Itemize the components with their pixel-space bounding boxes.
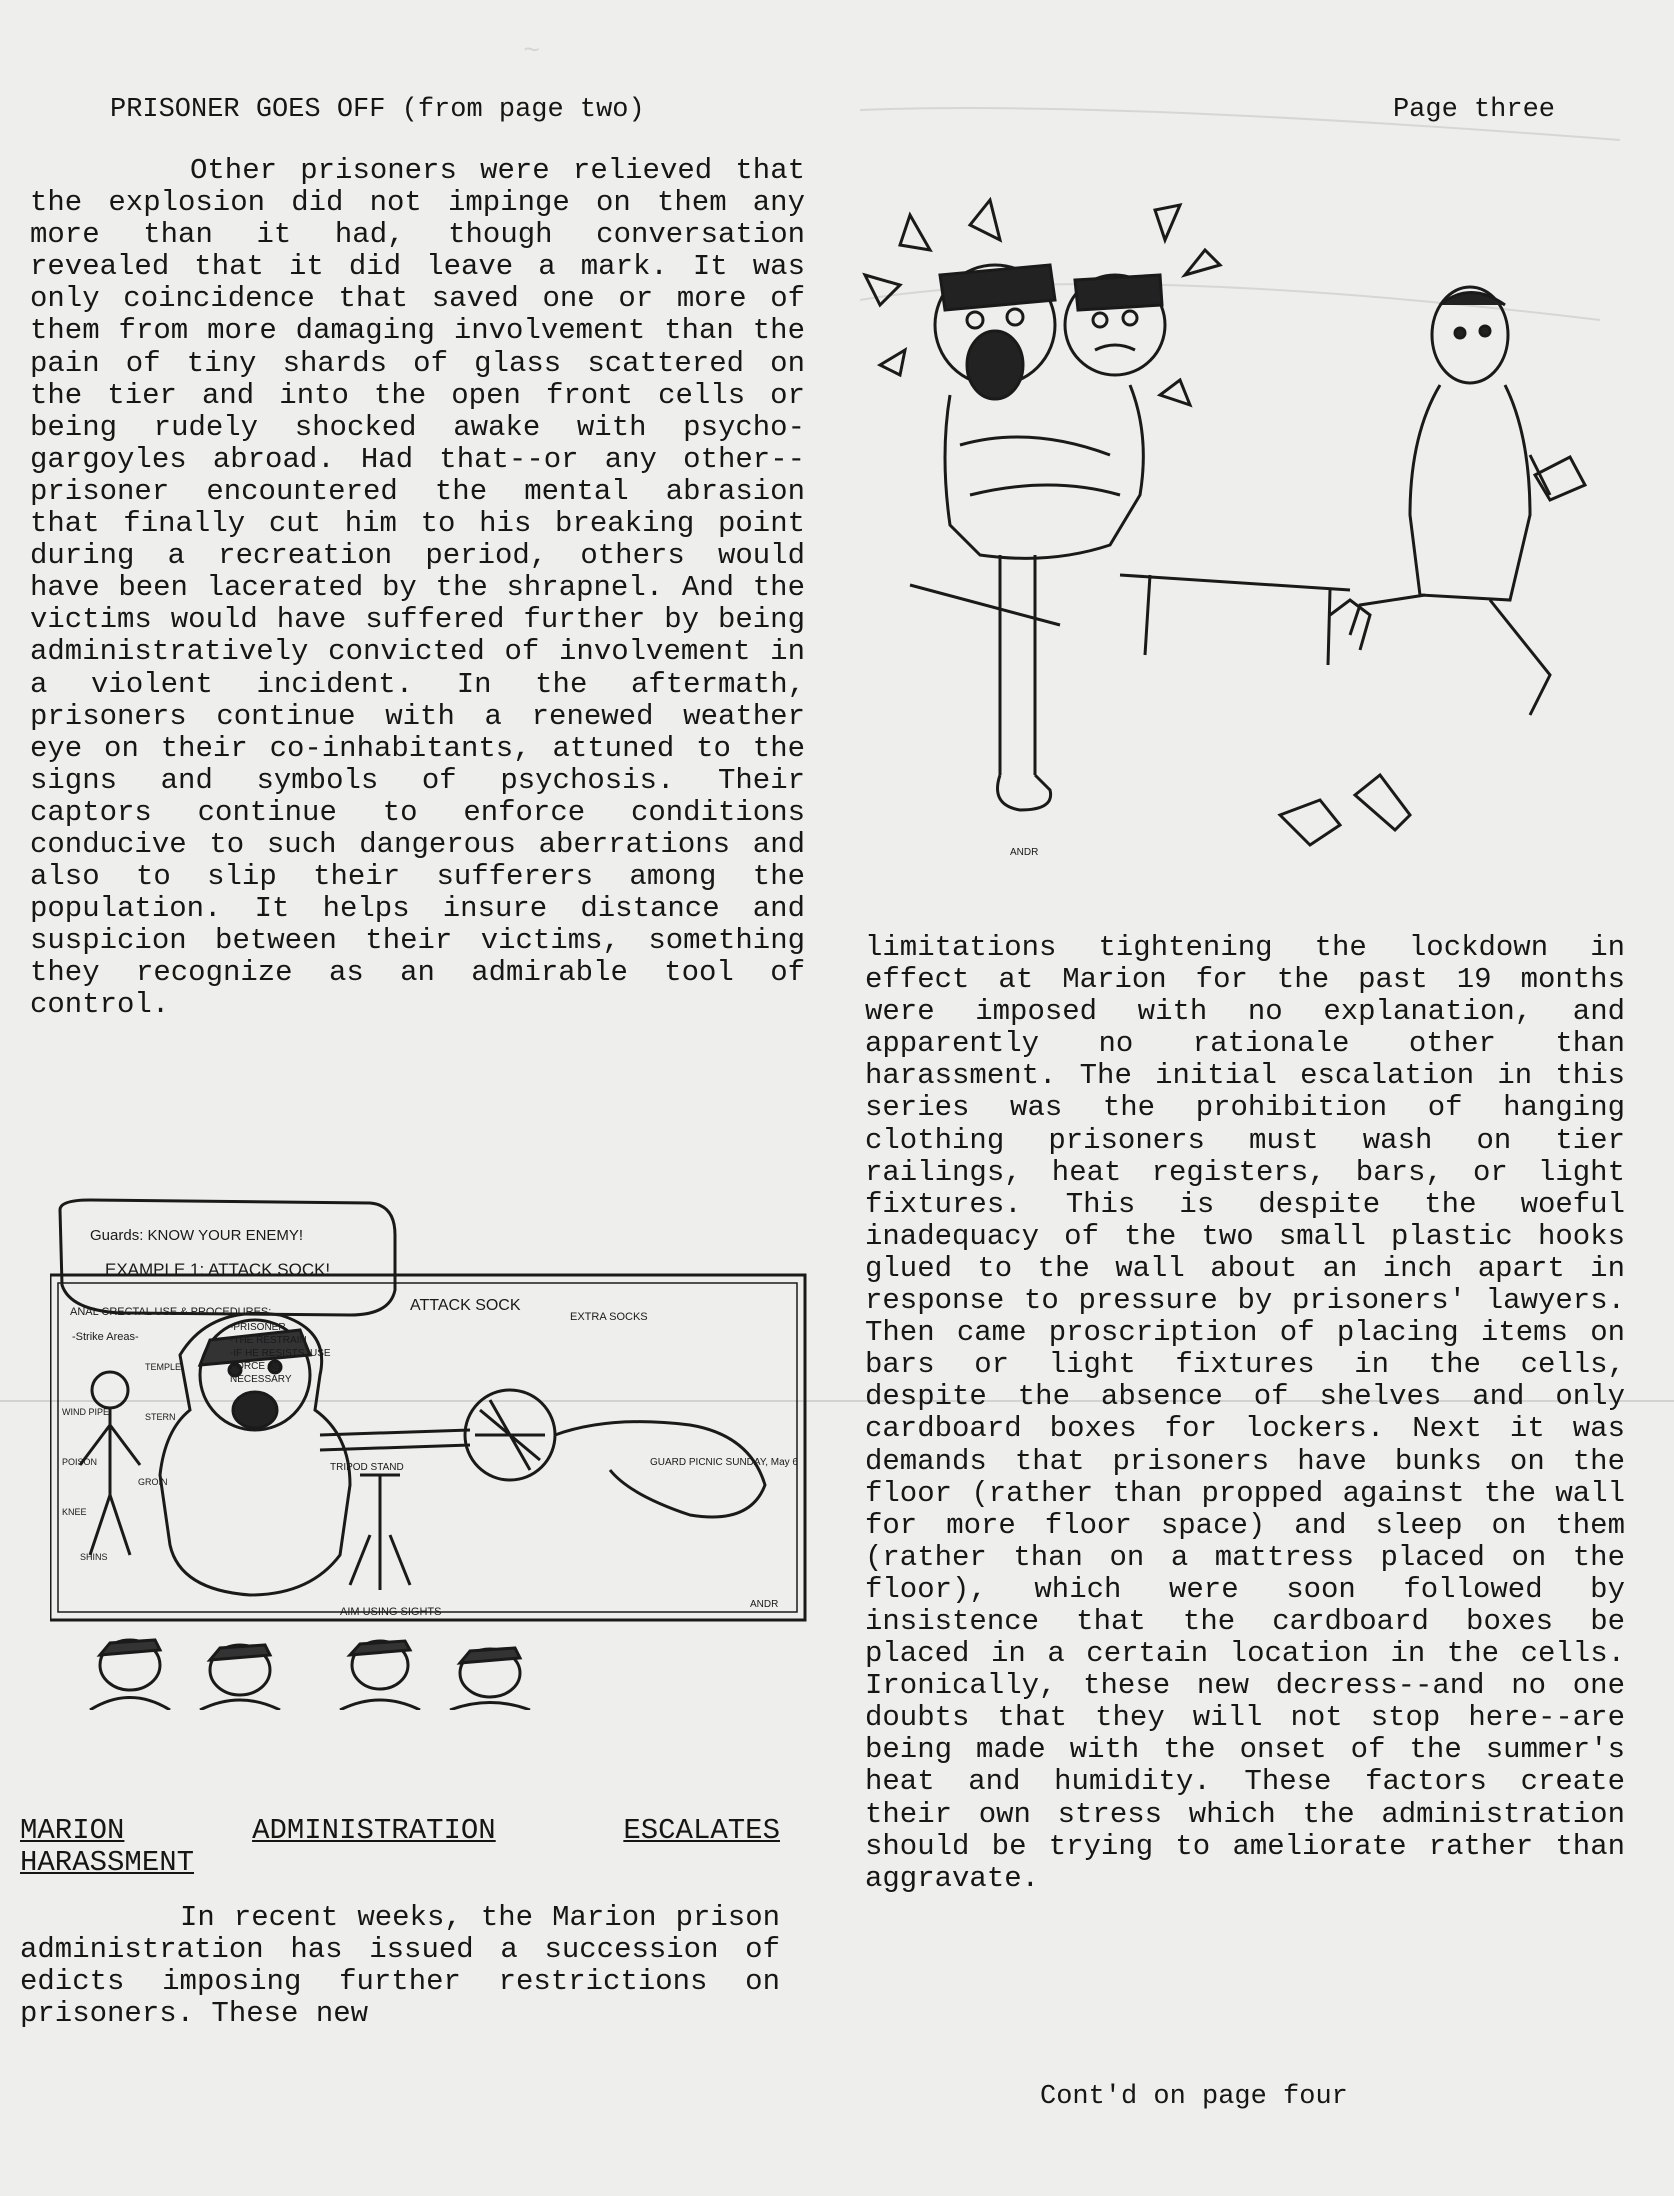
- cartoon-chart-item-5: NECESSARY: [230, 1374, 292, 1385]
- headline-marion-harassment: [20, 1815, 780, 1879]
- cartoon-body-label-5: KNEE: [62, 1507, 87, 1517]
- cartoon-body-label-3: STERN: [145, 1412, 176, 1422]
- cartoon-extra-socks-label: EXTRA SOCKS: [570, 1311, 648, 1323]
- cartoon-picnic-note: GUARD PICNIC SUNDAY, May 6: [650, 1457, 798, 1468]
- cartoon-body-label-2: TEMPLE: [145, 1362, 182, 1372]
- cartoon-chart-title: ANAL CRECTAL USE & PROCEDURES:: [70, 1306, 272, 1318]
- cartoon-body-label-1: WIND PIPE: [62, 1407, 110, 1417]
- headline-line-2: HARASSMENT: [20, 1846, 195, 1879]
- headline-word-3: ESCALATES: [623, 1814, 780, 1847]
- cartoon-attack-sock-label: ATTACK SOCK: [410, 1297, 521, 1314]
- cartoon-caption-line2: EXAMPLE 1: ATTACK SOCK!: [105, 1260, 331, 1279]
- cartoon-signature: ANDR: [750, 1599, 779, 1610]
- right-article-block: [865, 932, 1625, 1895]
- startled-guards-cartoon: [850, 195, 1620, 935]
- left-bottom-article: [20, 1902, 780, 2030]
- cartoon-strike-areas: -Strike Areas-: [72, 1331, 139, 1343]
- headline-line-1: [20, 1815, 780, 1847]
- article-body-marion-escalates-cont: limitations tightening the lockdown in effect at Marion for the past 19 months were imposed with no explanation, and apparently no rationale other than harassment. The initial escalation in this series was the prohibition of hanging clothing prisoners must wash on tier railings, heat registers, bars, or light fixtures. This is despite the woeful inadequacy of the two small plastic hooks glued to the wall about an inch apart in response to pressure by prisoners' lawyers. Then came proscription of placing items on bars or light fixtures in the cells, despite the absence of shelves and only cardboard boxes for lockers. Next it was demands that prisoners have bunks on the floor (rather than propped against the wall for more floor space) and sleep on them (rather than on a mattress placed on the floor), which were soon followed by insistence that the cardboard boxes be placed in a certain location in the cells. Ironically, these new decress--and no one doubts that they will not stop here--are being made with the onset of the summer's heat and humidity. These factors create their own stress which the administration should be trying to ameliorate rather than aggravate.: [865, 931, 1625, 1895]
- cartoon-chart-item-3: -IF HE RESISTS, USE: [230, 1348, 331, 1359]
- article-body-marion-escalates-start: In recent weeks, the Marion prison administration has issued a succession of edicts imposing further restrictions on prisoners. These new: [20, 1901, 780, 2031]
- headline-word-2: ADMINISTRATION: [252, 1814, 496, 1847]
- cartoon-chart-item-1: -PRISONER: [230, 1322, 286, 1333]
- cartoon-tripod-label: TRIPOD STAND: [330, 1462, 404, 1473]
- cartoon-chart-item-4: FORCE AS: [230, 1361, 281, 1372]
- continued-article-heading: PRISONER GOES OFF (from page two): [110, 95, 645, 125]
- left-column: [30, 95, 805, 1022]
- headline-word-1: MARION: [20, 1814, 125, 1847]
- cartoon-body-label-4: GROIN: [138, 1477, 168, 1487]
- continued-on-page-four: Cont'd on page four: [1040, 2082, 1348, 2112]
- cartoon-chart-item-2: -THE RESTRAIN: [230, 1335, 307, 1346]
- cartoon-body-label-6: SHINS: [80, 1552, 108, 1562]
- right-column: [865, 95, 1625, 125]
- cartoon-aim-label: AIM USING SIGHTS: [340, 1606, 442, 1618]
- svg-text:~: ~: [523, 31, 540, 62]
- attack-sock-cartoon: [50, 1195, 810, 1710]
- cartoon-signature-right: ANDR: [1010, 847, 1039, 858]
- article-body-prisoner-goes-off: Other prisoners were relieved that the explosion did not impinge on them any more than it had, though conversation revealed that it did leave a mark. It was only coincidence that saved one or more of them from more damaging involvement than the pain of tiny shards of glass scattered on the tier and into the open front cells or being rudely shocked awake with psycho-gargoyles abroad. Had that--or any other--prisoner encountered the mental abrasion that finally cut him to his breaking point during a recreation period, others would have been lacerated by the shrapnel. And the victims would have suffered further by being administratively convicted of involvement in a violent incident. In the aftermath, prisoners continue with a renewed weather eye on their co-inhabitants, attuned to the signs and symbols of psychosis. Their captors continue to enforce conditions conducive to such dangerous aberrations and also to slip their sufferers among the population. It helps insure distance and suspicion between their victims, something they recognize as an admirable tool of control.: [30, 154, 805, 1022]
- cartoon-body-label-7: POISON: [62, 1457, 98, 1467]
- cartoon-caption-line1: Guards: KNOW YOUR ENEMY!: [90, 1227, 304, 1244]
- page-number-label: Page three: [1392, 95, 1555, 125]
